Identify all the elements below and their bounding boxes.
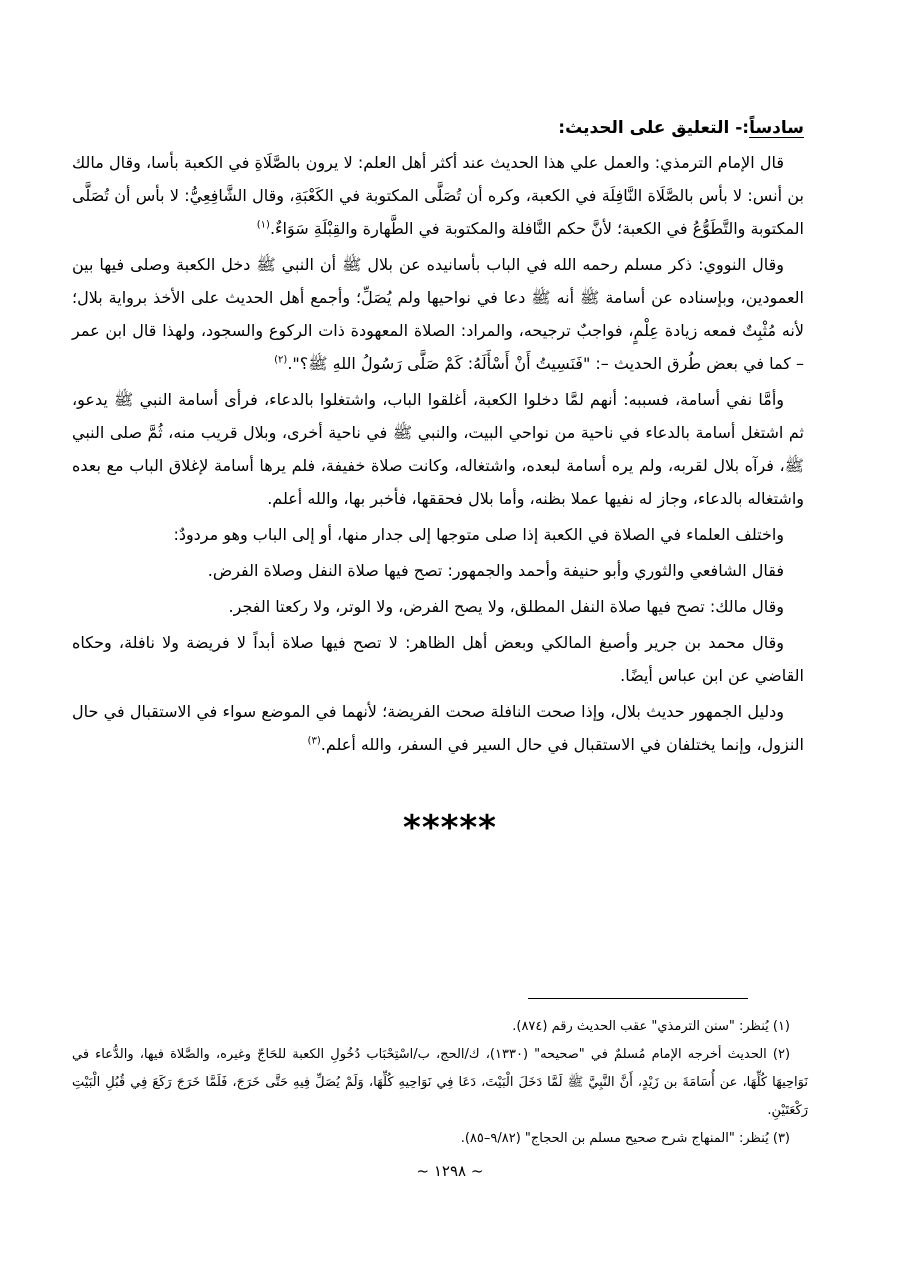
- paragraph-scholars-differ: [72, 518, 804, 551]
- footnote-ref-3: (٣): [307, 735, 321, 747]
- footnotes: [72, 1013, 808, 1153]
- paragraph-text: فقال الشافعي والثوري وأبو حنيفة وأحمد والجمهور: تصح فيها صلاة النفل وصلاة الفرض.: [207, 561, 784, 580]
- heading-prefix: سادساً: [749, 118, 804, 138]
- paragraph-text: واختلف العلماء في الصلاة في الكعبة إذا صلى متوجها إلى جدار منها، أو إلى الباب وهو مردودٌ:: [173, 525, 784, 544]
- footnote-ref-2: (٢): [274, 354, 288, 366]
- paragraph-text: وقال محمد بن جرير وأصبغ المالكي وبعض أهل الظاهر: لا تصح فيها صلاة أبداً لا فريضة ولا نافلة، وحكاه القاضي عن ابن عباس أيضًا.: [72, 633, 804, 685]
- paragraph-evidence: [72, 695, 804, 761]
- paragraph-tirmidhi: [72, 146, 804, 245]
- paragraph-text: وقال مالك: تصح فيها صلاة النفل المطلق، ولا يصح الفرض، ولا الوتر، ولا ركعتا الفجر.: [228, 597, 784, 616]
- paragraph-text: وقال النووي: ذكر مسلم رحمه الله في الباب بأسانيده عن بلال ﷺ أن النبي ﷺ دخل الكعبة وصلى فيها بين العمودين، وبإسناده عن أسامة ﷺ أنه ﷺ دعا في نواحيها ولم يُصَلِّ؛ وأجمع أهل الحديث على الأخذ برواية بلال؛ لأنه مُثْبِتٌ فمعه زيادة عِلْمٍ، فواجبٌ ترجيحه، والمراد: الصلاة المعهودة ذات الركوع والسجود، ولهذا قال ابن عمر – كما في بعض طُرق الحديث –: "فَنَسِيتُ أَنْ أَسْأَلَهُ: كَمْ صَلَّى رَسُولُ اللهِ ﷺ؟".: [72, 255, 804, 373]
- paragraph-text: ودليل الجمهور حديث بلال، وإذا صحت النافلة صحت الفريضة؛ لأنهما في الموضع سواء في الاستقبال في حال النزول، وإنما يختلفان في الاستقبال في حال السير في السفر، والله أعلم.: [72, 702, 804, 754]
- section-separator-stars: *****: [403, 808, 497, 848]
- footnote-1: (١) يُنظر: "سنن الترمذي" عقب الحديث رقم (٨٧٤).: [512, 1019, 790, 1034]
- main-body: [72, 112, 804, 764]
- footnote-3: (٣) يُنظر: "المنهاج شرح صحيح مسلم بن الحجاج" (٩/٨٢–٨٥).: [460, 1131, 790, 1146]
- paragraph-nawawi: [72, 248, 804, 380]
- paragraph-shafii: [72, 554, 804, 587]
- paragraph-ibn-jarir: [72, 626, 804, 692]
- footnote-2: (٢) الحديث أخرجه الإمام مُسلمٌ في "صحيحه" (١٣٣٠)، ك/الحج، ب/اسْتِحْبَاب دُخُولِ الكعبة للحَاجّ وغيره، والصَّلاة فيها، والدُّعاء في نَوَاحِيهَا كُلِّهَا، عن أُسَامَةَ بن زَيْدٍ، أَنَّ النَّبِيَّ ﷺ لَمَّا دَخَلَ الْبَيْتَ، دَعَا فِي نَوَاحِيهِ كُلِّهَا، وَلَمْ يُصَلِّ فِيهِ حَتَّى خَرَجَ، فَلَمَّا خَرَجَ رَكَعَ فِي قُبُلِ الْبَيْتِ رَكْعَتَيْنِ.: [72, 1047, 808, 1118]
- footnote-ref-1: (١): [256, 219, 270, 231]
- footnote-separator-line: [528, 998, 748, 999]
- heading-title: :- التعليق على الحديث:: [558, 118, 750, 138]
- paragraph-text: وأمَّا نفي أسامة، فسببه: أنهم لمَّا دخلوا الكعبة، أغلقوا الباب، واشتغلوا بالدعاء، فرأى أسامة النبي ﷺ يدعو، ثم اشتغل أسامة بالدعاء في ناحية من نواحي البيت، والنبي ﷺ في ناحية أخرى، وبلال قريب منه، ثُمَّ صلى النبي ﷺ، فرآه بلال لقربه، ولم يره أسامة لبعده، واشتغاله، وكانت صلاة خفيفة، فلم يرها أسامة لإغلاق الباب مع بعده واشتغاله بالدعاء، وجاز له نفيها عملا بظنه، وأما بلال فحققها، فأخبر بها، والله أعلم.: [72, 390, 804, 508]
- paragraph-malik: [72, 590, 804, 623]
- paragraph-text: قال الإمام الترمذي: والعمل علي هذا الحديث عند أكثر أهل العلم: لا يرون بالصَّلَاةِ في الكعبة بأسا، وقال مالك بن أنس: لا بأس بالصَّلَاة النَّافِلَة في الكعبة، وكره أن تُصَلَّى المكتوبة في الكَعْبَةِ، وقال الشَّافِعِيُّ: لا بأس أن تُصَلَّى المكتوبة والتَّطَوُّعُ في الكعبة؛ لأنَّ حكم النَّافلة والمكتوبة في الطَّهارة والقِبْلَةِ سَوَاءٌ.: [72, 153, 804, 238]
- page-number: ~ ١٢٩٨ ~: [416, 1162, 484, 1180]
- section-heading: [72, 112, 804, 144]
- paragraph-usama: [72, 383, 804, 515]
